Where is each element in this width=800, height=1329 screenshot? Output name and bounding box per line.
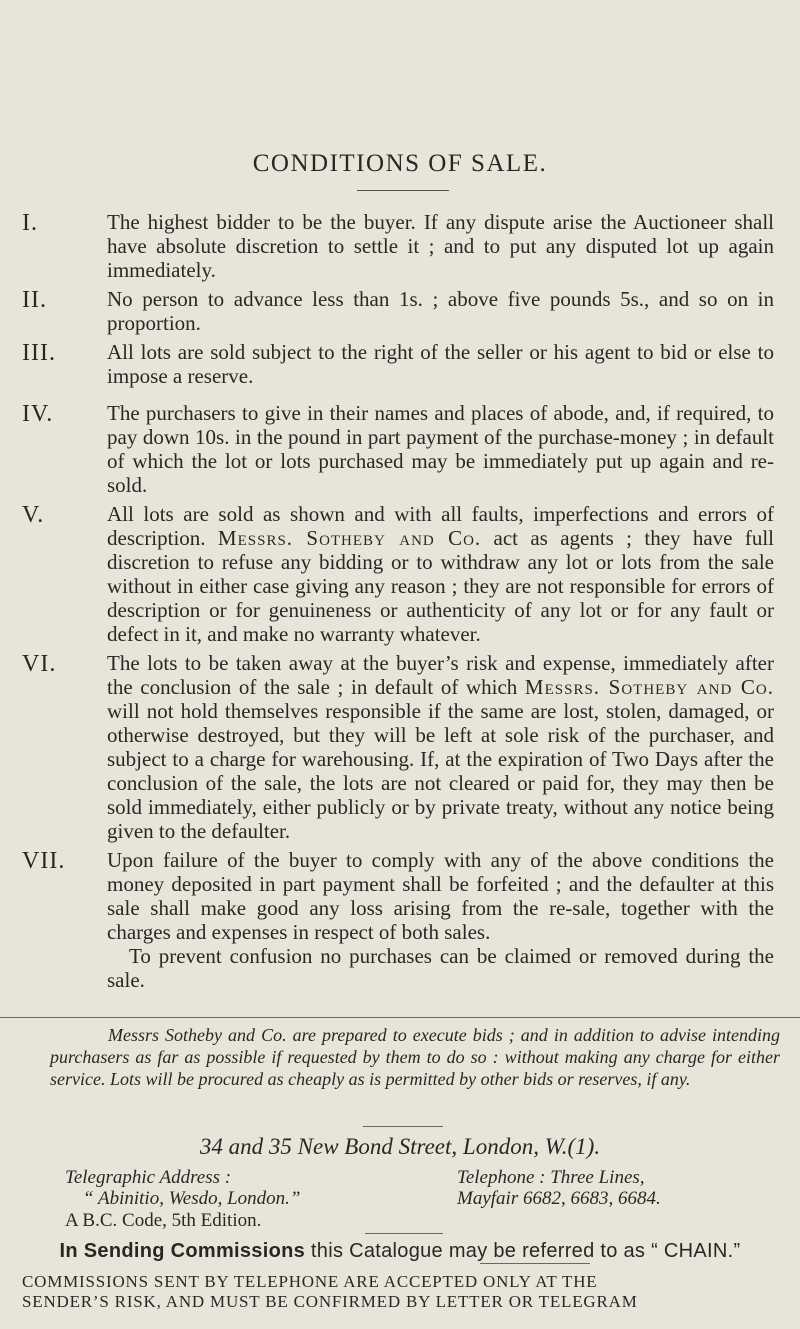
condition-number: V. xyxy=(22,502,45,528)
condition-number: III. xyxy=(22,340,56,366)
condition-number: I. xyxy=(22,210,38,236)
sending-commissions-rest: this Catalogue may be referred to as “ CHAIN.” xyxy=(305,1240,741,1262)
sending-commissions-lead: In Sending Commissions xyxy=(59,1240,306,1262)
sending-commissions-note xyxy=(0,1240,800,1263)
short-divider xyxy=(480,1263,590,1264)
condition-item xyxy=(0,848,800,992)
telephone-numbers: Mayfair 6682, 6683, 6684. xyxy=(457,1188,661,1209)
condition-number: IV. xyxy=(22,401,54,427)
condition-item xyxy=(0,340,800,388)
conditions-list xyxy=(0,210,800,997)
auctioneer-name: Messrs. Sotheby and Co. xyxy=(217,526,482,550)
condition-text-part: All lots are sold as shown and with all faults, imperfections and errors of description. xyxy=(107,502,774,550)
abc-code: A B.C. Code, 5th Edition. xyxy=(65,1210,262,1231)
condition-text xyxy=(107,651,774,843)
telegraphic-value: “ Abinitio, Wesdo, London.” xyxy=(83,1188,301,1209)
telephone-info xyxy=(457,1167,661,1209)
condition-text: All lots are sold subject to the right of the seller or his agent to bid or else to impose a reserve. xyxy=(107,340,774,388)
warning-line: COMMISSIONS SENT BY TELEPHONE ARE ACCEPTED ONLY AT THE xyxy=(22,1272,598,1291)
condition-item xyxy=(0,210,800,282)
bids-notice xyxy=(50,1024,780,1090)
condition-text: The highest bidder to be the buyer. If any dispute arise the Auctioneer shall have absolute discretion to settle it ; and to put any disputed lot up again immediately. xyxy=(107,210,774,282)
telephone-label: Telephone : Three Lines, xyxy=(457,1167,645,1188)
condition-text-extra: To prevent confusion no purchases can be claimed or removed during the sale. xyxy=(107,944,774,992)
condition-text-part: Upon failure of the buyer to comply with any of the above conditions the money deposited in part payment shall be forfeited ; and the defaulter at this sale shall make good any loss arising from the re-sale, together with the charges and expenses in respect of both sales. xyxy=(107,848,774,944)
condition-number: VI. xyxy=(22,651,57,677)
bids-notice-text: Messrs Sotheby and Co. are prepared to execute bids ; and in addition to advise intending purchasers as far as possible if requested by them to do so : without making any charge for either service. Lots will be procured as cheaply as is permitted by other bids or reserves, if any. xyxy=(50,1025,780,1089)
condition-item xyxy=(0,287,800,335)
condition-text-part: act as agents ; they have full discretion to refuse any bidding or to withdraw any lot or lots from the sale without in either case giving any reason ; they are not responsible for errors of description or for genuineness or authenticity of any lot or for any fault or defect in it, and make no warranty whatever. xyxy=(107,526,775,646)
condition-text: The purchasers to give in their names and places of abode, and, if required, to pay down 10s. in the pound in part payment of the purchase-money ; in default of which the lot or lots purchased may be immediately put up again and re-sold. xyxy=(107,401,774,497)
telegraphic-label: Telegraphic Address : xyxy=(65,1167,232,1188)
short-divider xyxy=(365,1233,443,1234)
office-address: 34 and 35 New Bond Street, London, W.(1). xyxy=(199,1134,601,1159)
telephone-commissions-warning xyxy=(22,1272,787,1312)
short-divider xyxy=(363,1126,443,1127)
page-title: CONDITIONS OF SALE. xyxy=(252,150,548,177)
condition-text xyxy=(107,848,774,992)
condition-text xyxy=(107,502,774,646)
condition-item xyxy=(0,502,800,646)
condition-text-part: will not hold themselves responsible if the same are lost, stolen, damaged, or otherwise destroyed, but they will be left at sole risk of the purchaser, and subject to a charge for warehousing. If, at the expiration of Two Days after the conclusion of the sale, the lots are not cleared or paid for, they may then be sold immediately, either publicly or by private treaty, without any notice being given to the defaulter. xyxy=(107,699,774,843)
section-divider xyxy=(0,1017,800,1018)
condition-text: No person to advance less than 1s. ; above five pounds 5s., and so on in proportion. xyxy=(107,287,774,335)
title-underline xyxy=(357,190,449,191)
condition-item xyxy=(0,401,800,497)
condition-text-part: The lots to be taken away at the buyer’s risk and expense, immediately after the conclusion of the sale ; in default of which xyxy=(107,651,774,699)
condition-item xyxy=(0,651,800,843)
auctioneer-name: Messrs. Sotheby and Co. xyxy=(524,675,774,699)
warning-line: SENDER’S RISK, AND MUST BE CONFIRMED BY LETTER OR TELEGRAM xyxy=(22,1292,638,1311)
condition-number: VII. xyxy=(22,848,66,874)
condition-number: II. xyxy=(22,287,47,313)
telegraphic-address xyxy=(65,1167,301,1209)
